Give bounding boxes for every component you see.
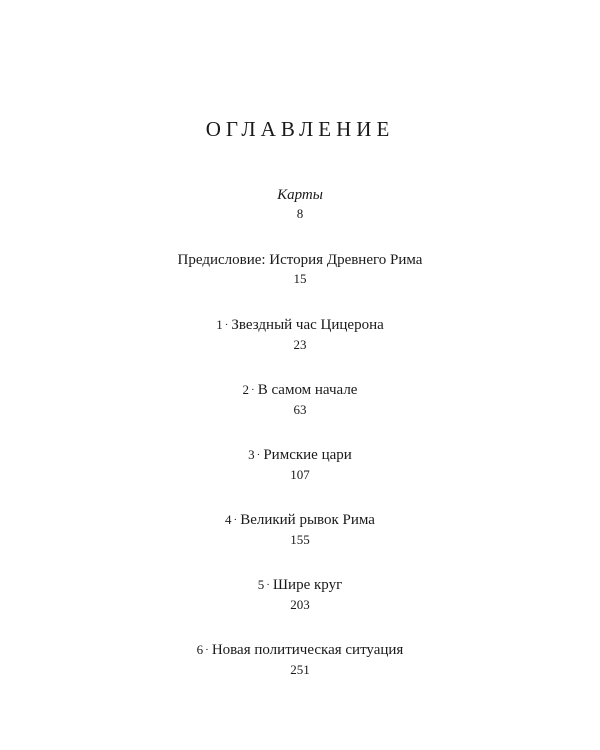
chapter-number: 2 xyxy=(242,382,250,397)
toc-entry-title xyxy=(0,574,600,597)
separator-dot: · xyxy=(266,579,270,591)
separator-dot: · xyxy=(233,514,238,526)
separator-dot: · xyxy=(224,319,229,331)
toc-entry-page: 251 xyxy=(290,662,310,677)
toc-entry-chapter-5[interactable] xyxy=(0,574,600,639)
toc-entry-chapter-6[interactable] xyxy=(0,639,600,704)
toc-entry-title xyxy=(0,249,600,271)
toc-entry-title-text: Звездный час Цицерона xyxy=(231,317,384,333)
table-of-contents xyxy=(0,184,600,704)
toc-entry-title-text: Римские цари xyxy=(263,447,352,463)
toc-entry-title xyxy=(0,509,600,532)
toc-entry-maps[interactable] xyxy=(0,184,600,249)
toc-entry-page: 15 xyxy=(293,271,307,286)
chapter-number: 4 xyxy=(225,512,232,527)
toc-entry-page: 203 xyxy=(290,597,310,612)
toc-entry-page: 107 xyxy=(290,467,310,482)
separator-dot: · xyxy=(205,644,209,656)
chapter-number: 3 xyxy=(248,447,255,462)
toc-entry-page: 8 xyxy=(296,206,304,221)
toc-entry-page: 23 xyxy=(293,337,307,352)
separator-dot: · xyxy=(251,384,255,396)
toc-entry-title-text: Шире круг xyxy=(272,577,343,593)
toc-entry-chapter-3[interactable] xyxy=(0,444,600,509)
toc-entry-page: 63 xyxy=(293,402,307,417)
chapter-number: 6 xyxy=(196,642,204,657)
toc-entry-title xyxy=(0,639,600,662)
page-title: ОГЛАВЛЕНИЕ xyxy=(205,117,395,141)
chapter-number: 5 xyxy=(257,577,265,592)
toc-entry-preface[interactable] xyxy=(0,249,600,314)
toc-entry-title-text: В самом начале xyxy=(257,382,358,398)
toc-entry-chapter-1[interactable] xyxy=(0,314,600,379)
toc-entry-title xyxy=(0,314,600,337)
toc-entry-title-text: Новая политическая ситуация xyxy=(211,642,404,658)
toc-entry-page: 155 xyxy=(290,532,310,547)
toc-entry-title-text: Предисловие: История Древнего Рима xyxy=(177,252,423,268)
toc-entry-title xyxy=(0,379,600,402)
toc-entry-title-text: Карты xyxy=(277,187,323,203)
chapter-number: 1 xyxy=(216,317,223,332)
toc-entry-title xyxy=(0,444,600,467)
separator-dot: · xyxy=(256,449,261,461)
toc-entry-title xyxy=(0,184,600,206)
toc-entry-title-text: Великий рывок Рима xyxy=(240,512,375,528)
toc-entry-chapter-2[interactable] xyxy=(0,379,600,444)
toc-entry-chapter-4[interactable] xyxy=(0,509,600,574)
